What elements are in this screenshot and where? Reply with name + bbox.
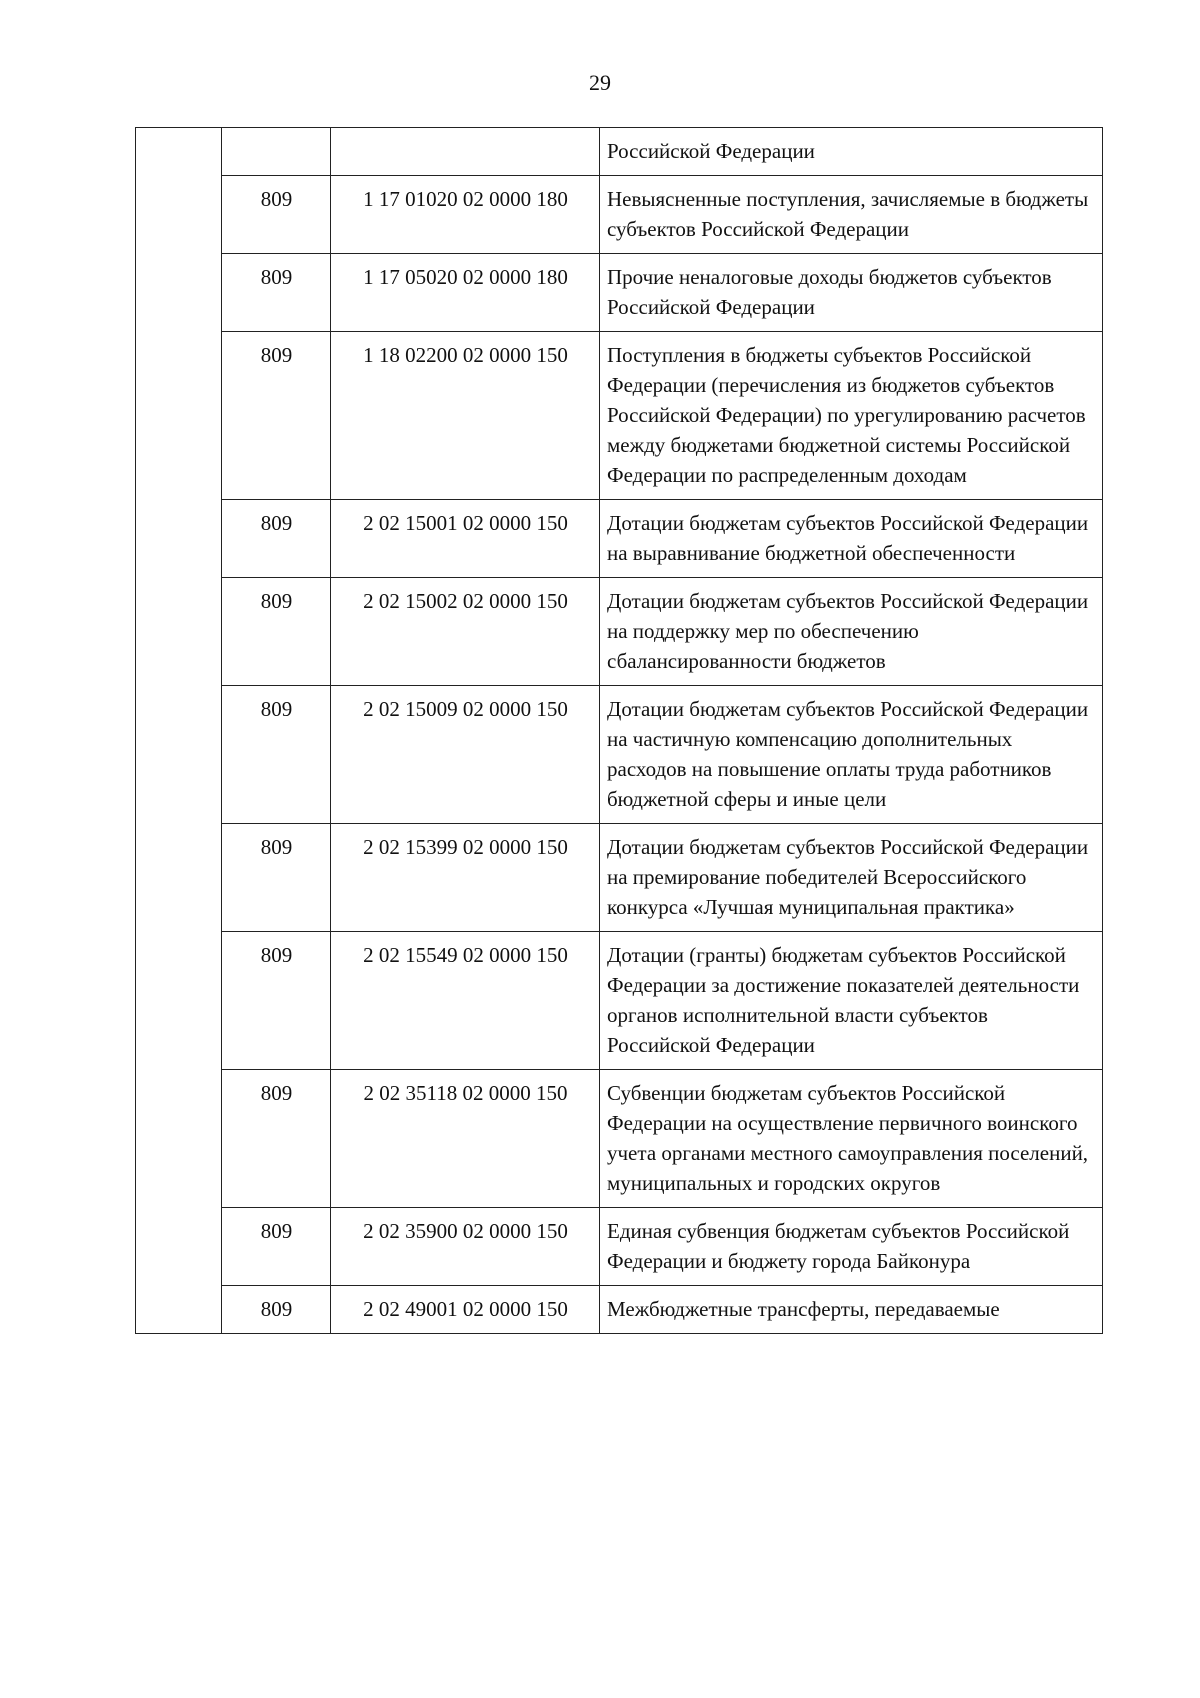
table-row xyxy=(136,686,1103,824)
admin-code: 809 xyxy=(222,578,331,686)
revenue-name: Прочие неналоговые доходы бюджетов субъектов Российской Федерации xyxy=(600,254,1103,332)
revenue-name: Межбюджетные трансферты, передаваемые xyxy=(600,1286,1103,1334)
admin-code: 809 xyxy=(222,1208,331,1286)
admin-code: 809 xyxy=(222,1286,331,1334)
admin-code: 809 xyxy=(222,686,331,824)
revenue-name: Единая субвенция бюджетам субъектов Российской Федерации и бюджету города Байконура xyxy=(600,1208,1103,1286)
admin-code: 809 xyxy=(222,332,331,500)
budget-classification-code: 2 02 15001 02 0000 150 xyxy=(331,500,600,578)
admin-code: 809 xyxy=(222,500,331,578)
admin-code: 809 xyxy=(222,254,331,332)
table-row xyxy=(136,1208,1103,1286)
table-row xyxy=(136,254,1103,332)
page-number: 29 xyxy=(589,70,611,95)
budget-classification-code: 2 02 35118 02 0000 150 xyxy=(331,1070,600,1208)
budget-classification-code: 2 02 15002 02 0000 150 xyxy=(331,578,600,686)
table-row xyxy=(136,578,1103,686)
revenue-name: Невыясненные поступления, зачисляемые в бюджеты субъектов Российской Федерации xyxy=(600,176,1103,254)
budget-classification-code: 2 02 49001 02 0000 150 xyxy=(331,1286,600,1334)
revenue-name: Поступления в бюджеты субъектов Российской Федерации (перечисления из бюджетов субъектов Российской Федерации) по урегулированию расчетов между бюджетами бюджетной системы Российской Федерации по распределенным доходам xyxy=(600,332,1103,500)
revenue-name: Дотации (гранты) бюджетам субъектов Российской Федерации за достижение показателей деятельности органов исполнительной власти субъектов Российской Федерации xyxy=(600,932,1103,1070)
table-row xyxy=(136,1286,1103,1334)
admin-code: 809 xyxy=(222,176,331,254)
budget-codes-table xyxy=(135,127,1103,1334)
table-row xyxy=(136,332,1103,500)
budget-classification-code: 1 18 02200 02 0000 150 xyxy=(331,332,600,500)
name-cell: Российской Федерации xyxy=(600,128,1103,176)
table-row xyxy=(136,176,1103,254)
code-cell xyxy=(331,128,600,176)
revenue-name: Дотации бюджетам субъектов Российской Федерации на выравнивание бюджетной обеспеченности xyxy=(600,500,1103,578)
table-row xyxy=(136,824,1103,932)
revenue-name: Дотации бюджетам субъектов Российской Федерации на поддержку мер по обеспечению сбалансированности бюджетов xyxy=(600,578,1103,686)
table-body xyxy=(136,128,1103,1334)
budget-classification-code: 1 17 05020 02 0000 180 xyxy=(331,254,600,332)
table-row-continuation xyxy=(136,128,1103,176)
budget-classification-code: 2 02 15549 02 0000 150 xyxy=(331,932,600,1070)
table-row xyxy=(136,500,1103,578)
admin-cell xyxy=(222,128,331,176)
revenue-name: Дотации бюджетам субъектов Российской Федерации на премирование победителей Всероссийского конкурса «Лучшая муниципальная практика» xyxy=(600,824,1103,932)
budget-classification-code: 1 17 01020 02 0000 180 xyxy=(331,176,600,254)
admin-code: 809 xyxy=(222,932,331,1070)
admin-code: 809 xyxy=(222,1070,331,1208)
budget-classification-code: 2 02 35900 02 0000 150 xyxy=(331,1208,600,1286)
revenue-name: Субвенции бюджетам субъектов Российской Федерации на осуществление первичного воинского учета органами местного самоуправления поселений, муниципальных и городских округов xyxy=(600,1070,1103,1208)
revenue-name: Дотации бюджетам субъектов Российской Федерации на частичную компенсацию дополнительных расходов на повышение оплаты труда работников бюджетной сферы и иные цели xyxy=(600,686,1103,824)
table-row xyxy=(136,1070,1103,1208)
empty-column-cell xyxy=(136,128,222,1334)
budget-classification-code: 2 02 15009 02 0000 150 xyxy=(331,686,600,824)
admin-code: 809 xyxy=(222,824,331,932)
budget-classification-code: 2 02 15399 02 0000 150 xyxy=(331,824,600,932)
table-row xyxy=(136,932,1103,1070)
